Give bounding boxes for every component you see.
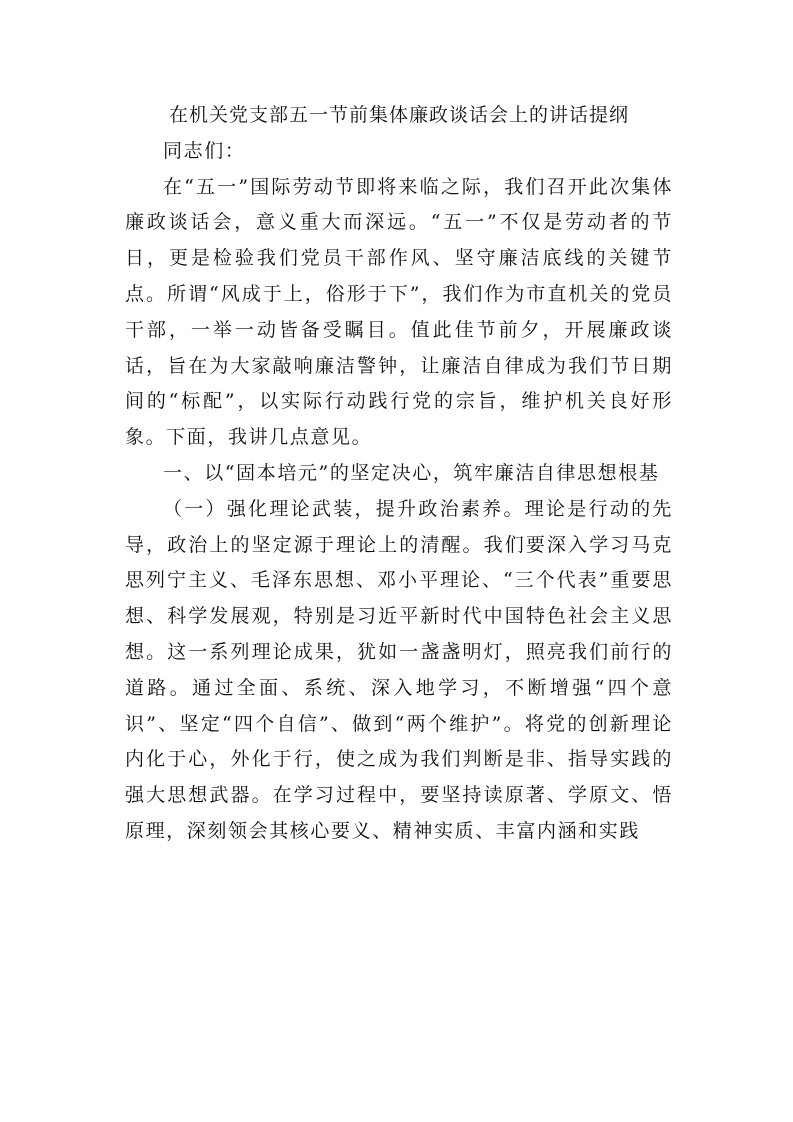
greeting: 同志们： xyxy=(163,139,246,162)
paragraph-1-1: （一）强化理论武装，提升政治素养。理论是行动的先导，政治上的坚定源于理论上的清醒。我们要深入学习马克思列宁主义、毛泽东思想、邓小平理论、“三个代表”重要思想、科学发展观，特别是习近平新时代中国特色社会主义思想。这一系列理论成果，犹如一盏盏明灯，照亮我们前行的道路。通过全面、系统、深入地学习，不断增强“四个意识”、坚定“四个自信”、做到“两个维护”。将党的创新理论内化于心，外化于行，使之成为我们判断是非、指导实践的强大思想武器。在学习过程中，要坚持读原著、学原文、悟原理，深刻领会其核心要义、精神实质、丰富内涵和实践 xyxy=(125,497,673,842)
section-heading-1: 一、以“固本培元”的坚定决心，筑牢廉洁自律思想根基 xyxy=(163,461,660,484)
document-title: 在机关党支部五一节前集体廉政谈话会上的讲话提纲 xyxy=(168,104,629,126)
document-body xyxy=(125,98,673,850)
paragraph-intro: 在“五一”国际劳动节即将来临之际，我们召开此次集体廉政谈话会，意义重大而深远。“五一”不仅是劳动者的节日，更是检验我们党员干部作风、坚守廉洁底线的关键节点。所谓“风成于上，俗形于下”，我们作为市直机关的党员干部，一举一动皆备受瞩目。值此佳节前夕，开展廉政谈话，旨在为大家敲响廉洁警钟，让廉洁自律成为我们节日期间的“标配”，以实际行动践行党的宗旨，维护机关良好形象。下面，我讲几点意见。 xyxy=(125,175,673,449)
